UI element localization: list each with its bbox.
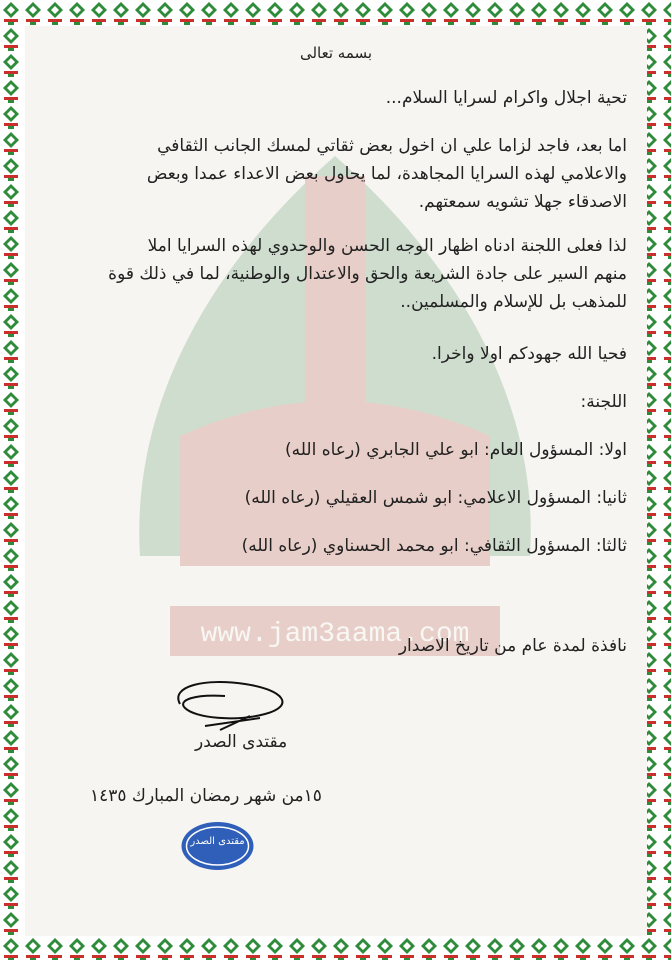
signature <box>165 676 305 736</box>
watermark-emblem <box>120 136 550 696</box>
letter-paper <box>25 26 647 936</box>
official-seal <box>180 821 255 871</box>
para2-line1: لذا فعلى اللجنة ادناه اظهار الوجه الحسن والوحدوي لهذه السرايا املا <box>147 236 627 256</box>
para1-line1: اما بعد، فاجد لزاما علي ان اخول بعض ثقاتي لمسك الجانب الثقافي <box>157 136 627 156</box>
validity-note: نافذة لمدة عام من تاريخ الاصدار <box>398 636 627 656</box>
member-2: ثانيا: المسؤول الاعلامي: ابو شمس العقيلي (رعاه الله) <box>244 488 627 508</box>
member-3: ثالثا: المسؤول الثقافي: ابو محمد الحسناوي (رعاه الله) <box>241 536 627 556</box>
issue-date: ١٥من شهر رمضان المبارك ١٤٣٥ <box>90 786 322 806</box>
para1-line2: والاعلامي لهذه السرايا المجاهدة، لما يحاول بعض الاعداء عمدا وبعض <box>146 164 627 184</box>
para2-line3: للمذهب بل للإسلام والمسلمين.. <box>400 292 627 312</box>
committee-title: اللجنة: <box>580 392 627 412</box>
greeting: تحية اجلال واكرام لسرايا السلام... <box>385 88 627 108</box>
watermark-url: www.jam3aama.com <box>200 619 470 650</box>
signer-name: مقتدى الصدر <box>195 732 288 752</box>
para2-line2: منهم السير على جادة الشريعة والحق والاعتدال والوطنية، لما في ذلك قوة <box>108 264 627 284</box>
letter-header: بسمه تعالى <box>299 44 373 62</box>
seal-text: مقتدى الصدر <box>190 836 245 847</box>
member-1: اولا: المسؤول العام: ابو علي الجابري (رعاه الله) <box>285 440 627 460</box>
blessing: فحيا الله جهودكم اولا واخرا. <box>431 344 627 364</box>
para1-line3: الاصدقاء جهلا تشويه سمعتهم. <box>418 192 627 212</box>
